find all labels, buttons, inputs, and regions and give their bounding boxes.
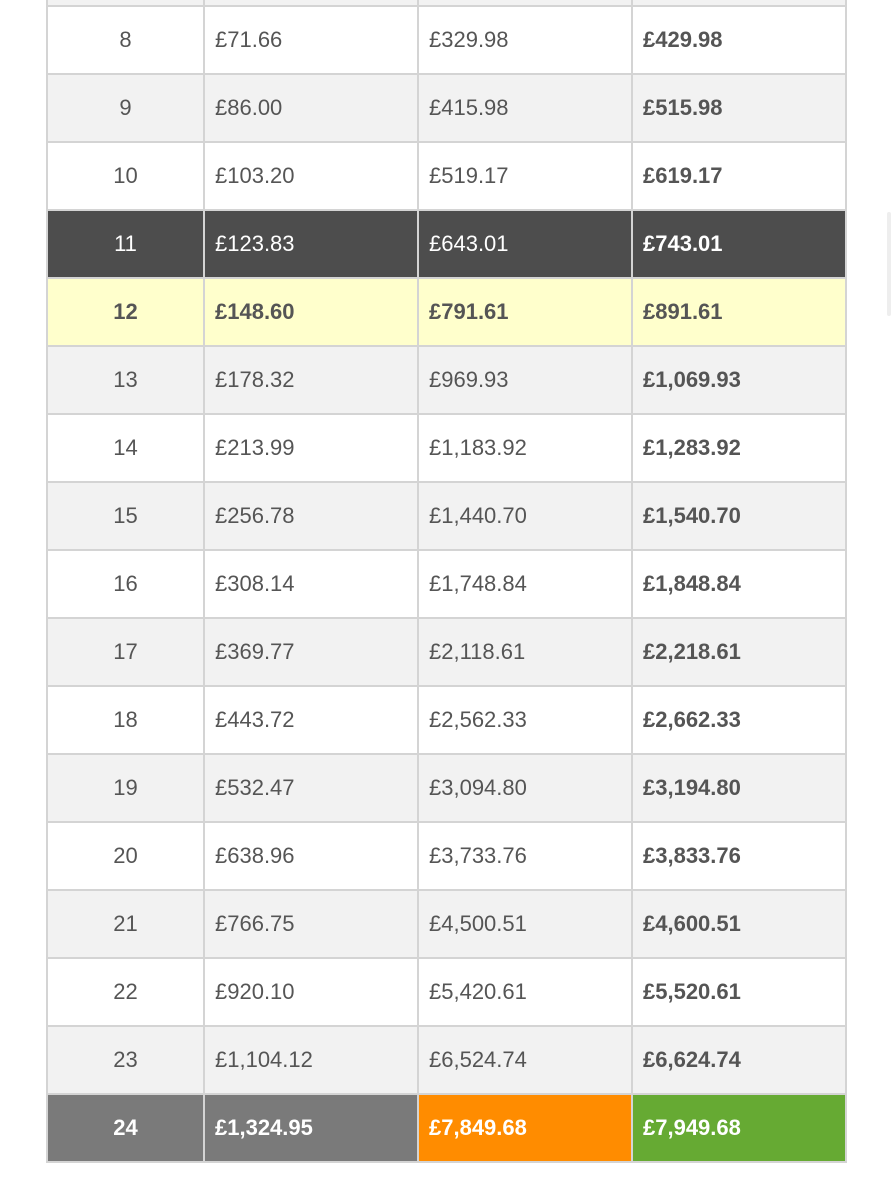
total-return-cell: £6,624.74 [632,1026,846,1094]
profit-cell: £1,440.70 [418,482,632,550]
row-number-cell: 24 [47,1094,204,1162]
profit-cell: £329.98 [418,6,632,74]
total-return-cell: £2,218.61 [632,618,846,686]
table-row [47,142,846,210]
total-return-cell: £515.98 [632,74,846,142]
stake-cell: £638.96 [204,822,418,890]
total-return-cell: £5,520.61 [632,958,846,1026]
table-row [47,618,846,686]
row-number-cell: 18 [47,686,204,754]
row-number-cell: 20 [47,822,204,890]
row-number-cell: 22 [47,958,204,1026]
table-row [47,482,846,550]
stake-cell: £369.77 [204,618,418,686]
total-return-cell: £7,949.68 [632,1094,846,1162]
profit-cell: £415.98 [418,74,632,142]
total-return-cell: £429.98 [632,6,846,74]
stake-cell: £178.32 [204,346,418,414]
stake-cell: £1,104.12 [204,1026,418,1094]
total-return-cell: £1,069.93 [632,346,846,414]
table-row [47,278,846,346]
profit-cell: £2,118.61 [418,618,632,686]
total-return-cell: £743.01 [632,210,846,278]
profit-cell: £4,500.51 [418,890,632,958]
profit-cell: £6,524.74 [418,1026,632,1094]
stake-cell: £443.72 [204,686,418,754]
table-row [47,1094,846,1162]
profit-cell: £3,733.76 [418,822,632,890]
profit-cell: £643.01 [418,210,632,278]
profit-cell: £519.17 [418,142,632,210]
row-number-cell: 21 [47,890,204,958]
profit-cell: £7,849.68 [418,1094,632,1162]
stake-cell: £532.47 [204,754,418,822]
profit-cell: £969.93 [418,346,632,414]
stake-cell: £123.83 [204,210,418,278]
profit-cell: £1,183.92 [418,414,632,482]
total-return-cell: £1,848.84 [632,550,846,618]
profit-cell: £791.61 [418,278,632,346]
table-row [47,686,846,754]
profit-cell: £1,748.84 [418,550,632,618]
table-row [47,1026,846,1094]
table-row [47,890,846,958]
row-number-cell: 19 [47,754,204,822]
stake-cell: £71.66 [204,6,418,74]
stake-cell: £148.60 [204,278,418,346]
stake-progression-table [46,0,847,1163]
table-row [47,6,846,74]
table-row [47,346,846,414]
row-number-cell: 23 [47,1026,204,1094]
row-number-cell: 9 [47,74,204,142]
table-row [47,74,846,142]
table-row [47,550,846,618]
table-body [47,0,846,1162]
table-row [47,822,846,890]
stake-cell: £1,324.95 [204,1094,418,1162]
row-number-cell: 11 [47,210,204,278]
stake-cell: £920.10 [204,958,418,1026]
row-number-cell: 12 [47,278,204,346]
total-return-cell: £3,194.80 [632,754,846,822]
profit-cell: £2,562.33 [418,686,632,754]
total-return-cell: £1,283.92 [632,414,846,482]
stake-cell: £213.99 [204,414,418,482]
stake-cell: £766.75 [204,890,418,958]
row-number-cell: 8 [47,6,204,74]
stake-cell: £86.00 [204,74,418,142]
table-row [47,754,846,822]
table-row [47,958,846,1026]
row-number-cell: 14 [47,414,204,482]
stake-cell: £308.14 [204,550,418,618]
total-return-cell: £3,833.76 [632,822,846,890]
stake-cell: £103.20 [204,142,418,210]
table-container [46,0,845,1163]
stake-cell: £256.78 [204,482,418,550]
table-row [47,414,846,482]
row-number-cell: 13 [47,346,204,414]
row-number-cell: 15 [47,482,204,550]
total-return-cell: £2,662.33 [632,686,846,754]
total-return-cell: £4,600.51 [632,890,846,958]
profit-cell: £5,420.61 [418,958,632,1026]
total-return-cell: £1,540.70 [632,482,846,550]
total-return-cell: £619.17 [632,142,846,210]
table-row [47,210,846,278]
total-return-cell: £891.61 [632,278,846,346]
row-number-cell: 17 [47,618,204,686]
profit-cell: £3,094.80 [418,754,632,822]
scrollbar[interactable] [887,212,891,316]
row-number-cell: 10 [47,142,204,210]
row-number-cell: 16 [47,550,204,618]
